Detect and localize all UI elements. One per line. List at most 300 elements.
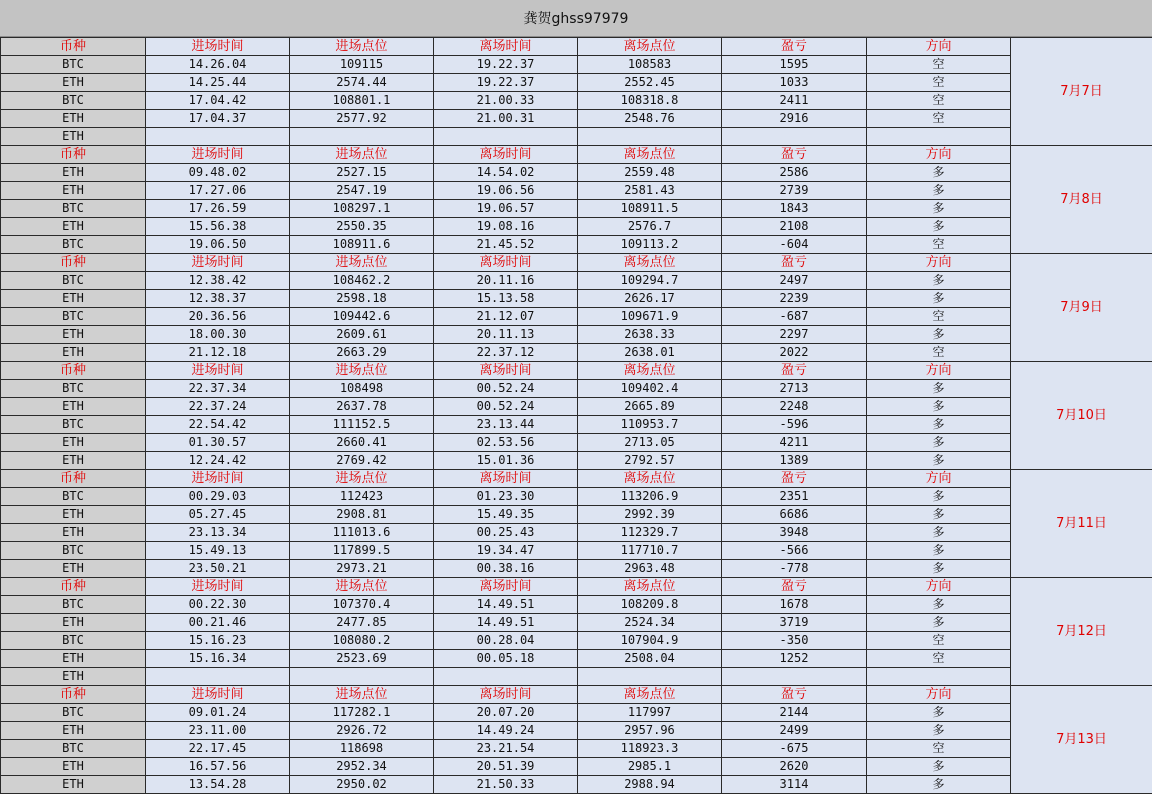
- table-cell[interactable]: ETH: [1, 74, 146, 92]
- table-cell[interactable]: 2950.02: [290, 776, 434, 794]
- column-header[interactable]: 方向: [867, 254, 1011, 272]
- table-cell[interactable]: 1595: [722, 56, 867, 74]
- table-cell[interactable]: 14.49.51: [434, 596, 578, 614]
- table-cell[interactable]: 15.16.34: [146, 650, 290, 668]
- table-cell[interactable]: 多: [867, 560, 1011, 578]
- table-cell[interactable]: 19.06.57: [434, 200, 578, 218]
- column-header[interactable]: 方向: [867, 38, 1011, 56]
- date-cell[interactable]: 7月12日: [1011, 578, 1152, 686]
- column-header[interactable]: 离场时间: [434, 38, 578, 56]
- table-cell[interactable]: BTC: [1, 308, 146, 326]
- column-header[interactable]: 进场点位: [290, 38, 434, 56]
- table-cell[interactable]: 2108: [722, 218, 867, 236]
- table-cell[interactable]: 107370.4: [290, 596, 434, 614]
- column-header[interactable]: 离场时间: [434, 470, 578, 488]
- table-cell[interactable]: 多: [867, 182, 1011, 200]
- table-cell[interactable]: 2926.72: [290, 722, 434, 740]
- table-cell[interactable]: BTC: [1, 740, 146, 758]
- column-header[interactable]: 方向: [867, 362, 1011, 380]
- table-cell[interactable]: 118698: [290, 740, 434, 758]
- table-cell[interactable]: 00.52.24: [434, 380, 578, 398]
- table-cell[interactable]: 多: [867, 722, 1011, 740]
- table-cell[interactable]: -687: [722, 308, 867, 326]
- table-cell[interactable]: ETH: [1, 650, 146, 668]
- table-cell[interactable]: 23.13.34: [146, 524, 290, 542]
- column-header[interactable]: 离场点位: [578, 146, 722, 164]
- table-cell[interactable]: BTC: [1, 488, 146, 506]
- table-cell[interactable]: 2739: [722, 182, 867, 200]
- table-cell[interactable]: 15.56.38: [146, 218, 290, 236]
- table-cell[interactable]: 14.49.24: [434, 722, 578, 740]
- column-header[interactable]: 方向: [867, 470, 1011, 488]
- table-cell[interactable]: 23.11.00: [146, 722, 290, 740]
- table-cell[interactable]: BTC: [1, 272, 146, 290]
- table-cell[interactable]: [867, 128, 1011, 146]
- table-cell[interactable]: 21.50.33: [434, 776, 578, 794]
- date-cell[interactable]: 7月9日: [1011, 254, 1152, 362]
- table-cell[interactable]: 15.01.36: [434, 452, 578, 470]
- table-cell[interactable]: 108801.1: [290, 92, 434, 110]
- table-cell[interactable]: 2550.35: [290, 218, 434, 236]
- table-cell[interactable]: 12.38.37: [146, 290, 290, 308]
- column-header[interactable]: 离场点位: [578, 254, 722, 272]
- table-cell[interactable]: 多: [867, 596, 1011, 614]
- table-cell[interactable]: 2973.21: [290, 560, 434, 578]
- table-cell[interactable]: 16.57.56: [146, 758, 290, 776]
- column-header[interactable]: 离场时间: [434, 146, 578, 164]
- table-cell[interactable]: ETH: [1, 758, 146, 776]
- table-cell[interactable]: 多: [867, 380, 1011, 398]
- table-cell[interactable]: 19.08.16: [434, 218, 578, 236]
- table-cell[interactable]: 19.06.50: [146, 236, 290, 254]
- table-cell[interactable]: 2248: [722, 398, 867, 416]
- table-cell[interactable]: 2713: [722, 380, 867, 398]
- table-cell[interactable]: 21.12.07: [434, 308, 578, 326]
- table-cell[interactable]: 01.23.30: [434, 488, 578, 506]
- table-cell[interactable]: 多: [867, 452, 1011, 470]
- table-cell[interactable]: 2547.19: [290, 182, 434, 200]
- table-cell[interactable]: [434, 668, 578, 686]
- table-cell[interactable]: 21.45.52: [434, 236, 578, 254]
- table-cell[interactable]: 2499: [722, 722, 867, 740]
- column-header[interactable]: 盈亏: [722, 146, 867, 164]
- column-header[interactable]: 币种: [1, 146, 146, 164]
- date-cell[interactable]: 7月8日: [1011, 146, 1152, 254]
- column-header[interactable]: 盈亏: [722, 38, 867, 56]
- table-cell[interactable]: 108209.8: [578, 596, 722, 614]
- table-cell[interactable]: 20.36.56: [146, 308, 290, 326]
- table-cell[interactable]: ETH: [1, 164, 146, 182]
- table-cell[interactable]: -596: [722, 416, 867, 434]
- table-cell[interactable]: -350: [722, 632, 867, 650]
- table-cell[interactable]: 多: [867, 218, 1011, 236]
- table-cell[interactable]: 112329.7: [578, 524, 722, 542]
- table-cell[interactable]: 多: [867, 524, 1011, 542]
- table-cell[interactable]: 1252: [722, 650, 867, 668]
- table-cell[interactable]: 多: [867, 272, 1011, 290]
- table-cell[interactable]: 109115: [290, 56, 434, 74]
- table-cell[interactable]: 109113.2: [578, 236, 722, 254]
- table-cell[interactable]: 23.13.44: [434, 416, 578, 434]
- table-cell[interactable]: -778: [722, 560, 867, 578]
- table-cell[interactable]: 108498: [290, 380, 434, 398]
- table-cell[interactable]: 108462.2: [290, 272, 434, 290]
- table-cell[interactable]: 18.00.30: [146, 326, 290, 344]
- table-cell[interactable]: 19.22.37: [434, 74, 578, 92]
- table-cell[interactable]: 多: [867, 704, 1011, 722]
- table-cell[interactable]: [290, 668, 434, 686]
- table-cell[interactable]: BTC: [1, 632, 146, 650]
- table-cell[interactable]: ETH: [1, 182, 146, 200]
- table-cell[interactable]: ETH: [1, 434, 146, 452]
- table-cell[interactable]: 多: [867, 200, 1011, 218]
- table-cell[interactable]: 17.04.42: [146, 92, 290, 110]
- table-cell[interactable]: 2792.57: [578, 452, 722, 470]
- table-cell[interactable]: 107904.9: [578, 632, 722, 650]
- table-cell[interactable]: BTC: [1, 596, 146, 614]
- table-cell[interactable]: 09.01.24: [146, 704, 290, 722]
- table-cell[interactable]: 109402.4: [578, 380, 722, 398]
- table-cell[interactable]: 19.34.47: [434, 542, 578, 560]
- table-cell[interactable]: 2908.81: [290, 506, 434, 524]
- column-header[interactable]: 进场点位: [290, 254, 434, 272]
- table-cell[interactable]: 108080.2: [290, 632, 434, 650]
- table-cell[interactable]: 2660.41: [290, 434, 434, 452]
- date-cell[interactable]: 7月13日: [1011, 686, 1152, 794]
- table-cell[interactable]: 112423: [290, 488, 434, 506]
- table-cell[interactable]: -675: [722, 740, 867, 758]
- table-cell[interactable]: 109294.7: [578, 272, 722, 290]
- column-header[interactable]: 方向: [867, 578, 1011, 596]
- table-cell[interactable]: [722, 668, 867, 686]
- table-cell[interactable]: 2497: [722, 272, 867, 290]
- column-header[interactable]: 方向: [867, 146, 1011, 164]
- table-cell[interactable]: 2957.96: [578, 722, 722, 740]
- table-cell[interactable]: [578, 128, 722, 146]
- column-header[interactable]: 进场时间: [146, 686, 290, 704]
- table-cell[interactable]: ETH: [1, 524, 146, 542]
- table-cell[interactable]: 多: [867, 416, 1011, 434]
- table-cell[interactable]: 110953.7: [578, 416, 722, 434]
- table-cell[interactable]: 6686: [722, 506, 867, 524]
- table-cell[interactable]: ETH: [1, 326, 146, 344]
- table-cell[interactable]: 2411: [722, 92, 867, 110]
- table-cell[interactable]: BTC: [1, 92, 146, 110]
- table-cell[interactable]: 22.17.45: [146, 740, 290, 758]
- column-header[interactable]: 进场点位: [290, 146, 434, 164]
- table-cell[interactable]: 01.30.57: [146, 434, 290, 452]
- table-cell[interactable]: [867, 668, 1011, 686]
- table-cell[interactable]: 2508.04: [578, 650, 722, 668]
- date-cell[interactable]: 7月7日: [1011, 38, 1152, 146]
- table-cell[interactable]: BTC: [1, 704, 146, 722]
- table-cell[interactable]: 2548.76: [578, 110, 722, 128]
- table-cell[interactable]: 02.53.56: [434, 434, 578, 452]
- table-cell[interactable]: ETH: [1, 614, 146, 632]
- table-cell[interactable]: [578, 668, 722, 686]
- table-cell[interactable]: 多: [867, 326, 1011, 344]
- column-header[interactable]: 离场点位: [578, 578, 722, 596]
- table-cell[interactable]: 108911.5: [578, 200, 722, 218]
- table-cell[interactable]: 2477.85: [290, 614, 434, 632]
- table-cell[interactable]: ETH: [1, 398, 146, 416]
- date-cell[interactable]: 7月11日: [1011, 470, 1152, 578]
- table-cell[interactable]: 空: [867, 110, 1011, 128]
- table-cell[interactable]: 22.37.34: [146, 380, 290, 398]
- table-cell[interactable]: BTC: [1, 56, 146, 74]
- table-cell[interactable]: 00.28.04: [434, 632, 578, 650]
- column-header[interactable]: 盈亏: [722, 470, 867, 488]
- column-header[interactable]: 币种: [1, 578, 146, 596]
- table-cell[interactable]: 117710.7: [578, 542, 722, 560]
- table-cell[interactable]: 20.07.20: [434, 704, 578, 722]
- table-cell[interactable]: [290, 128, 434, 146]
- column-header[interactable]: 币种: [1, 38, 146, 56]
- table-cell[interactable]: 12.38.42: [146, 272, 290, 290]
- table-cell[interactable]: ETH: [1, 506, 146, 524]
- table-cell[interactable]: 00.52.24: [434, 398, 578, 416]
- table-cell[interactable]: 2351: [722, 488, 867, 506]
- table-cell[interactable]: 2576.7: [578, 218, 722, 236]
- column-header[interactable]: 进场点位: [290, 686, 434, 704]
- table-cell[interactable]: 空: [867, 632, 1011, 650]
- table-cell[interactable]: 2637.78: [290, 398, 434, 416]
- table-cell[interactable]: BTC: [1, 200, 146, 218]
- column-header[interactable]: 方向: [867, 686, 1011, 704]
- table-cell[interactable]: 20.11.16: [434, 272, 578, 290]
- column-header[interactable]: 离场时间: [434, 254, 578, 272]
- table-cell[interactable]: 空: [867, 650, 1011, 668]
- table-cell[interactable]: 22.37.24: [146, 398, 290, 416]
- table-cell[interactable]: 空: [867, 344, 1011, 362]
- table-cell[interactable]: 2586: [722, 164, 867, 182]
- table-cell[interactable]: 09.48.02: [146, 164, 290, 182]
- table-cell[interactable]: 2297: [722, 326, 867, 344]
- table-cell[interactable]: 19.22.37: [434, 56, 578, 74]
- table-cell[interactable]: 多: [867, 434, 1011, 452]
- table-cell[interactable]: 117899.5: [290, 542, 434, 560]
- table-cell[interactable]: ETH: [1, 218, 146, 236]
- column-header[interactable]: 进场时间: [146, 362, 290, 380]
- table-cell[interactable]: BTC: [1, 380, 146, 398]
- table-cell[interactable]: 多: [867, 164, 1011, 182]
- table-cell[interactable]: 14.54.02: [434, 164, 578, 182]
- table-cell[interactable]: 2574.44: [290, 74, 434, 92]
- table-cell[interactable]: 2985.1: [578, 758, 722, 776]
- table-cell[interactable]: 00.29.03: [146, 488, 290, 506]
- table-cell[interactable]: -604: [722, 236, 867, 254]
- table-cell[interactable]: 17.26.59: [146, 200, 290, 218]
- table-cell[interactable]: 多: [867, 290, 1011, 308]
- table-cell[interactable]: 2713.05: [578, 434, 722, 452]
- table-cell[interactable]: 109442.6: [290, 308, 434, 326]
- table-cell[interactable]: 17.04.37: [146, 110, 290, 128]
- table-cell[interactable]: BTC: [1, 542, 146, 560]
- table-cell[interactable]: ETH: [1, 128, 146, 146]
- table-cell[interactable]: 多: [867, 506, 1011, 524]
- table-cell[interactable]: ETH: [1, 290, 146, 308]
- table-cell[interactable]: 108583: [578, 56, 722, 74]
- table-cell[interactable]: 2144: [722, 704, 867, 722]
- table-cell[interactable]: 20.11.13: [434, 326, 578, 344]
- table-cell[interactable]: 1033: [722, 74, 867, 92]
- column-header[interactable]: 离场点位: [578, 470, 722, 488]
- table-cell[interactable]: ETH: [1, 110, 146, 128]
- table-cell[interactable]: 15.16.23: [146, 632, 290, 650]
- table-cell[interactable]: 15.13.58: [434, 290, 578, 308]
- table-cell[interactable]: 空: [867, 74, 1011, 92]
- column-header[interactable]: 进场时间: [146, 146, 290, 164]
- table-cell[interactable]: [146, 128, 290, 146]
- table-cell[interactable]: 2552.45: [578, 74, 722, 92]
- table-cell[interactable]: 21.12.18: [146, 344, 290, 362]
- table-cell[interactable]: 3948: [722, 524, 867, 542]
- table-cell[interactable]: 多: [867, 758, 1011, 776]
- column-header[interactable]: 盈亏: [722, 578, 867, 596]
- table-cell[interactable]: ETH: [1, 344, 146, 362]
- table-cell[interactable]: 2022: [722, 344, 867, 362]
- column-header[interactable]: 进场时间: [146, 38, 290, 56]
- date-cell[interactable]: 7月10日: [1011, 362, 1152, 470]
- table-cell[interactable]: 00.21.46: [146, 614, 290, 632]
- column-header[interactable]: 币种: [1, 686, 146, 704]
- table-cell[interactable]: 1678: [722, 596, 867, 614]
- table-cell[interactable]: 117282.1: [290, 704, 434, 722]
- table-cell[interactable]: 2638.01: [578, 344, 722, 362]
- table-cell[interactable]: 1843: [722, 200, 867, 218]
- table-cell[interactable]: 2963.48: [578, 560, 722, 578]
- table-cell[interactable]: 22.54.42: [146, 416, 290, 434]
- table-cell[interactable]: 空: [867, 92, 1011, 110]
- table-cell[interactable]: 14.26.04: [146, 56, 290, 74]
- table-cell[interactable]: 19.06.56: [434, 182, 578, 200]
- table-cell[interactable]: 多: [867, 542, 1011, 560]
- table-cell[interactable]: 多: [867, 776, 1011, 794]
- table-cell[interactable]: 2620: [722, 758, 867, 776]
- table-cell[interactable]: 108911.6: [290, 236, 434, 254]
- table-cell[interactable]: 2239: [722, 290, 867, 308]
- table-cell[interactable]: -566: [722, 542, 867, 560]
- table-cell[interactable]: 13.54.28: [146, 776, 290, 794]
- column-header[interactable]: 离场点位: [578, 38, 722, 56]
- table-cell[interactable]: 118923.3: [578, 740, 722, 758]
- column-header[interactable]: 盈亏: [722, 254, 867, 272]
- table-cell[interactable]: 00.05.18: [434, 650, 578, 668]
- table-cell[interactable]: 05.27.45: [146, 506, 290, 524]
- column-header[interactable]: 盈亏: [722, 362, 867, 380]
- table-cell[interactable]: 2769.42: [290, 452, 434, 470]
- table-cell[interactable]: 2559.48: [578, 164, 722, 182]
- table-cell[interactable]: 12.24.42: [146, 452, 290, 470]
- table-cell[interactable]: 多: [867, 614, 1011, 632]
- table-cell[interactable]: [722, 128, 867, 146]
- table-cell[interactable]: 21.00.33: [434, 92, 578, 110]
- table-cell[interactable]: 22.37.12: [434, 344, 578, 362]
- table-cell[interactable]: 2598.18: [290, 290, 434, 308]
- table-cell[interactable]: 3719: [722, 614, 867, 632]
- table-cell[interactable]: BTC: [1, 416, 146, 434]
- table-cell[interactable]: 2992.39: [578, 506, 722, 524]
- table-cell[interactable]: ETH: [1, 776, 146, 794]
- table-cell[interactable]: 3114: [722, 776, 867, 794]
- column-header[interactable]: 离场点位: [578, 362, 722, 380]
- table-cell[interactable]: 00.25.43: [434, 524, 578, 542]
- table-cell[interactable]: 17.27.06: [146, 182, 290, 200]
- table-cell[interactable]: ETH: [1, 560, 146, 578]
- table-cell[interactable]: 2527.15: [290, 164, 434, 182]
- table-cell[interactable]: 21.00.31: [434, 110, 578, 128]
- table-cell[interactable]: 2988.94: [578, 776, 722, 794]
- table-cell[interactable]: 多: [867, 398, 1011, 416]
- table-cell[interactable]: 111013.6: [290, 524, 434, 542]
- table-cell[interactable]: 14.49.51: [434, 614, 578, 632]
- table-cell[interactable]: [146, 668, 290, 686]
- table-cell[interactable]: 2952.34: [290, 758, 434, 776]
- column-header[interactable]: 进场点位: [290, 470, 434, 488]
- table-cell[interactable]: 15.49.35: [434, 506, 578, 524]
- column-header[interactable]: 进场时间: [146, 254, 290, 272]
- column-header[interactable]: 币种: [1, 470, 146, 488]
- column-header[interactable]: 离场时间: [434, 578, 578, 596]
- table-cell[interactable]: 15.49.13: [146, 542, 290, 560]
- table-cell[interactable]: 空: [867, 740, 1011, 758]
- table-cell[interactable]: 2663.29: [290, 344, 434, 362]
- table-cell[interactable]: 2665.89: [578, 398, 722, 416]
- column-header[interactable]: 进场时间: [146, 470, 290, 488]
- table-cell[interactable]: 14.25.44: [146, 74, 290, 92]
- table-cell[interactable]: 108318.8: [578, 92, 722, 110]
- table-cell[interactable]: [434, 128, 578, 146]
- table-cell[interactable]: ETH: [1, 668, 146, 686]
- table-cell[interactable]: 2916: [722, 110, 867, 128]
- table-cell[interactable]: 20.51.39: [434, 758, 578, 776]
- column-header[interactable]: 盈亏: [722, 686, 867, 704]
- table-cell[interactable]: 4211: [722, 434, 867, 452]
- table-cell[interactable]: 2581.43: [578, 182, 722, 200]
- table-cell[interactable]: 2609.61: [290, 326, 434, 344]
- column-header[interactable]: 进场点位: [290, 578, 434, 596]
- column-header[interactable]: 离场点位: [578, 686, 722, 704]
- table-cell[interactable]: 多: [867, 488, 1011, 506]
- table-cell[interactable]: 2577.92: [290, 110, 434, 128]
- table-cell[interactable]: 111152.5: [290, 416, 434, 434]
- table-cell[interactable]: ETH: [1, 722, 146, 740]
- table-cell[interactable]: 23.21.54: [434, 740, 578, 758]
- column-header[interactable]: 进场时间: [146, 578, 290, 596]
- table-cell[interactable]: 23.50.21: [146, 560, 290, 578]
- column-header[interactable]: 离场时间: [434, 686, 578, 704]
- table-cell[interactable]: 空: [867, 56, 1011, 74]
- column-header[interactable]: 币种: [1, 362, 146, 380]
- table-cell[interactable]: 108297.1: [290, 200, 434, 218]
- table-cell[interactable]: 00.38.16: [434, 560, 578, 578]
- table-cell[interactable]: 2638.33: [578, 326, 722, 344]
- table-cell[interactable]: 2524.34: [578, 614, 722, 632]
- table-cell[interactable]: 113206.9: [578, 488, 722, 506]
- table-cell[interactable]: 1389: [722, 452, 867, 470]
- column-header[interactable]: 进场点位: [290, 362, 434, 380]
- table-cell[interactable]: 空: [867, 308, 1011, 326]
- table-cell[interactable]: 空: [867, 236, 1011, 254]
- table-cell[interactable]: ETH: [1, 452, 146, 470]
- table-cell[interactable]: BTC: [1, 236, 146, 254]
- table-cell[interactable]: 00.22.30: [146, 596, 290, 614]
- table-cell[interactable]: 2626.17: [578, 290, 722, 308]
- table-cell[interactable]: 2523.69: [290, 650, 434, 668]
- table-cell[interactable]: 117997: [578, 704, 722, 722]
- column-header[interactable]: 币种: [1, 254, 146, 272]
- table-cell[interactable]: 109671.9: [578, 308, 722, 326]
